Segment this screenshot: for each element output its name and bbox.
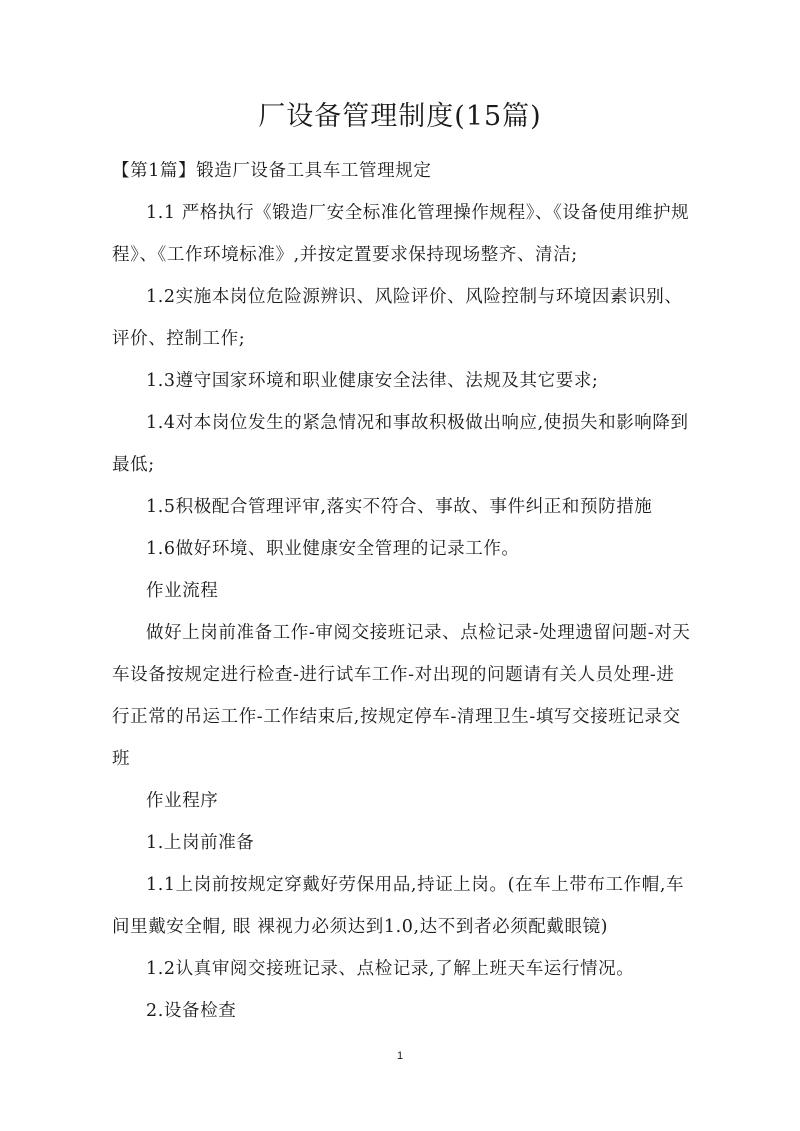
document-body	[112, 150, 692, 1032]
page-number: 1	[396, 1050, 404, 1062]
subheading-workflow: 作业流程	[146, 581, 219, 601]
paragraph-1-4: 1.4对本岗位发生的紧急情况和事故积极做出响应,使损失和影响降到最低;	[112, 413, 689, 475]
section-heading: 【第1篇】锻造厂设备工具车工管理规定	[112, 161, 432, 181]
paragraph-1-5: 1.5积极配合管理评审,落实不符合、事故、事件纠正和预防措施	[146, 497, 653, 517]
paragraph-step-2: 2.设备检查	[146, 1001, 237, 1021]
paragraph-1-6: 1.6做好环境、职业健康安全管理的记录工作。	[146, 539, 520, 559]
paragraph-step-1: 1.上岗前准备	[146, 833, 255, 853]
paragraph-step-1-2: 1.2认真审阅交接班记录、点检记录,了解上班天车运行情况。	[146, 959, 635, 979]
paragraph-1-3: 1.3遵守国家环境和职业健康安全法律、法规及其它要求;	[146, 371, 599, 391]
paragraph-workflow: 做好上岗前准备工作-审阅交接班记录、点检记录-处理遗留问题-对天车设备按规定进行检查-进行试车工作-对出现的问题请有关人员处理-进行正常的吊运工作-工作结束后,按规定停车-清理卫生-填写交接班记录交班	[112, 623, 691, 769]
paragraph-step-1-1: 1.1上岗前按规定穿戴好劳保用品,持证上岗。(在车上带布工作帽,车间里戴安全帽, 眼 裸视力必须达到1.0,达不到者必须配戴眼镜)	[112, 875, 685, 937]
paragraph-1-2: 1.2实施本岗位危险源辨识、风险评价、风险控制与环境因素识别、评价、控制工作;	[112, 287, 683, 349]
subheading-procedure: 作业程序	[146, 791, 219, 811]
document-title: 厂设备管理制度(15篇)	[258, 101, 542, 132]
paragraph-1-1: 1.1 严格执行《锻造厂安全标准化管理操作规程》、《设备使用维护规程》、《工作环境标准》,并按定置要求保持现场整齐、清洁;	[112, 203, 690, 265]
